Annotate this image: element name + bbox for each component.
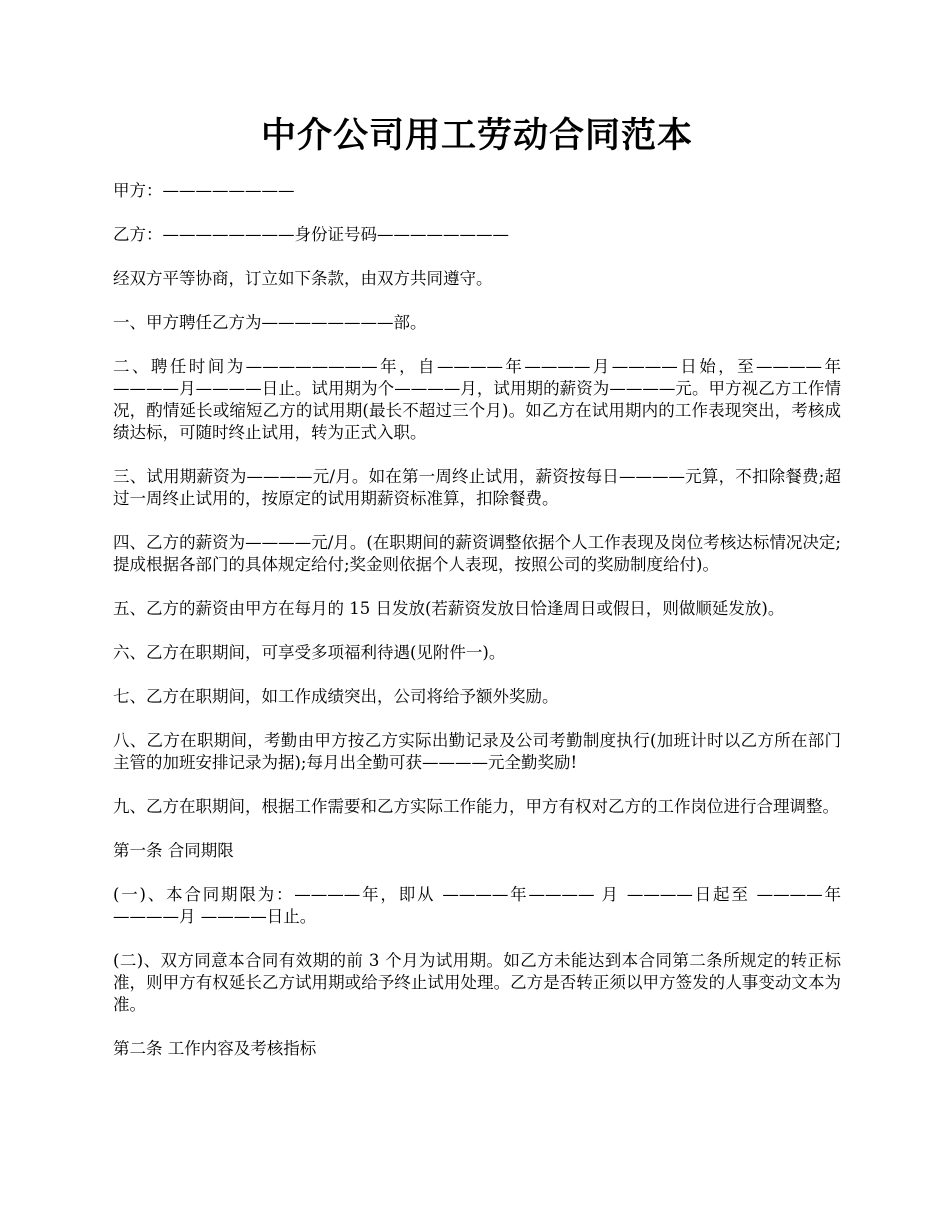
article-1-heading: 第一条 合同期限: [113, 841, 234, 860]
clause-8: 八、乙方在职期间，考勤由甲方按乙方实际出勤记录及公司考勤制度执行(加班计时以乙方所在部门主管的加班安排记录为据);每月出全勤可获————元全勤奖励!: [113, 731, 841, 772]
party-b-line: 乙方：————————身份证号码————————: [113, 225, 509, 244]
clause-7: 七、乙方在职期间，如工作成绩突出，公司将给予额外奖励。: [113, 687, 559, 706]
document-body: [113, 180, 841, 1060]
document-page: [113, 0, 841, 1082]
article-1-item-2: (二)、双方同意本合同有效期的前 3 个月为试用期。如乙方未能达到本合同第二条所规定的转正标准，则甲方有权延长乙方试用期或给予终止试用处理。乙方是否转正须以甲方签发的人事变动文本为准。: [113, 951, 841, 1014]
document-title: 中介公司用工劳动合同范本: [260, 115, 693, 156]
clause-9: 九、乙方在职期间，根据工作需要和乙方实际工作能力，甲方有权对乙方的工作岗位进行合理调整。: [113, 797, 839, 816]
article-2-heading: 第二条 工作内容及考核指标: [113, 1039, 317, 1058]
clause-6: 六、乙方在职期间，可享受多项福利待遇(见附件一)。: [113, 643, 506, 662]
clause-4: 四、乙方的薪资为————元/月。(在职期间的薪资调整依据个人工作表现及岗位考核达标情况决定;提成根据各部门的具体规定给付;奖金则依据个人表现，按照公司的奖励制度给付)。: [113, 533, 841, 574]
article-1-item-1: (一)、本合同期限为：————年，即从 ————年———— 月 ————日起至 ————年 ————月 ————日止。: [113, 885, 841, 926]
clause-3: 三、试用期薪资为————元/月。如在第一周终止试用，薪资按每日————元算，不扣除餐费;超过一周终止试用的，按原定的试用期薪资标准算，扣除餐费。: [113, 467, 841, 508]
party-a-line: 甲方：————————: [113, 181, 295, 200]
clause-1: 一、甲方聘任乙方为————————部。: [113, 313, 427, 332]
clause-5: 五、乙方的薪资由甲方在每月的 15 日发放(若薪资发放日恰逢周日或假日，则做顺延发放)。: [113, 599, 785, 618]
clause-2: 二、聘任时间为————————年，自————年————月————日始，至————年————月————日止。试用期为个————月，试用期的薪资为————元。甲方视乙方工作情况，酌情延长或缩短乙方的试用期(最长不超过三个月)。如乙方在试用期内的工作表现突出，考核成绩达标，可随时终止试用，转为正式入职。: [113, 357, 841, 442]
preamble: 经双方平等协商，订立如下条款，由双方共同遵守。: [113, 269, 493, 288]
